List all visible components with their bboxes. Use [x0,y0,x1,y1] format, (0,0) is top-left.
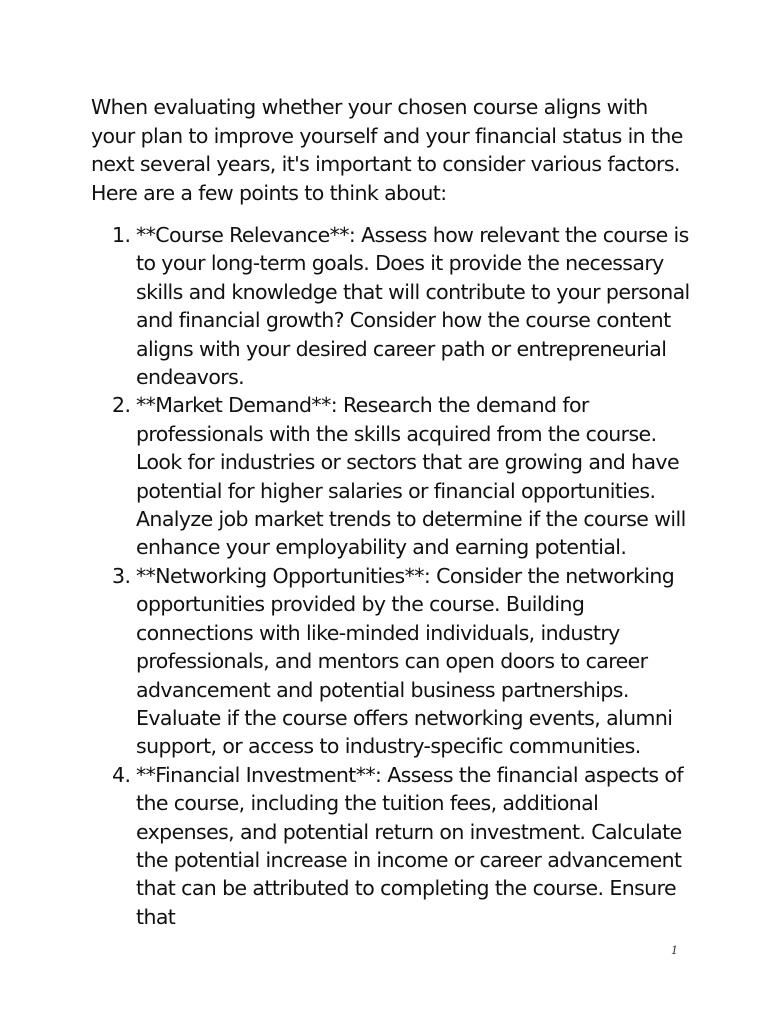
list-item-text: **Course Relevance**: Assess how relevant the course is to your long-term goals. Does it provide the necessary skills and knowledge that will contribute to your personal and financial growth? Consider how the course content aligns with your desired career path or entrepreneurial endeavors. [136,223,690,390]
list-item-number: 4. [112,762,131,787]
list-item-number: 2. [112,393,131,418]
list-item-text: **Market Demand**: Research the demand for professionals with the skills acquired from the course. Look for industries or sectors that are growing and have potential for higher salaries or financial opportunities. Analyze job market trends to determine if the course will enhance your employability and earning potential. [136,393,686,560]
list-item-text: **Financial Investment**: Assess the financial aspects of the course, including the tuition fees, additional expenses, and potential return on investment. Calculate the potential increase in income or career advancement that can be attributed to completing the course. Ensure that [136,762,683,929]
intro-paragraph: When evaluating whether your chosen course aligns with your plan to improve yourself and your financial status in the next several years, it's important to consider various factors. Here are a few points to think about: [91,95,683,205]
list-item [91,221,691,391]
list-item [91,391,691,561]
list-item-number: 3. [112,563,131,588]
list-item-number: 1. [112,223,131,247]
list-item-text: **Networking Opportunities**: Consider the networking opportunities provided by the course. Building connections with like-minded individuals, industry professionals, and mentors can open doors to career advancement and potential business partnerships. Evaluate if the course offers networking events, alumni support, or access to industry-specific communities. [136,563,675,759]
list-item [91,562,691,761]
page-number: 1 [671,944,678,957]
factors-list [91,221,691,931]
document-body [91,93,691,931]
list-item [91,761,691,931]
